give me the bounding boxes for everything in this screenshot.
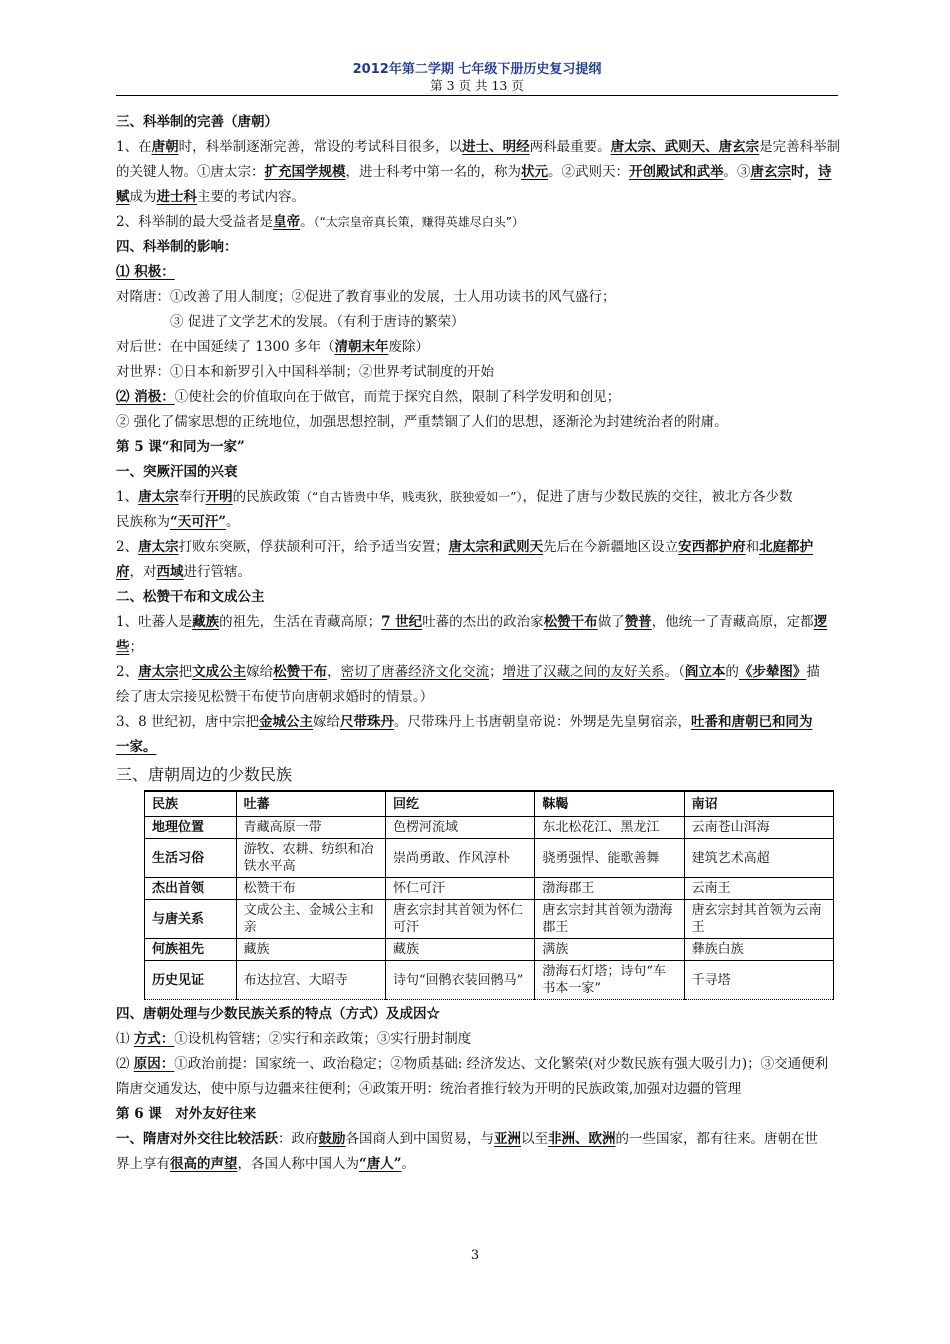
table-row-header: 历史见证: [145, 961, 237, 1000]
table-row-header: 与唐关系: [145, 900, 237, 939]
table-row-header: 地理位置: [145, 817, 237, 839]
positive-label: ⑴ 积极：: [116, 264, 175, 280]
table-cell: 云南王: [684, 878, 833, 900]
table-header-cell: 吐蕃: [236, 791, 385, 817]
paragraph-line: 些；: [116, 639, 143, 655]
paragraph-line: 对世界：①日本和新罗引入中国科举制；②世界考试制度的开始: [116, 364, 494, 380]
paragraph-line: 1、吐蕃人是藏族的祖先，生活在青藏高原；7 世纪吐蕃的杰出的政治家松赞干布做了赞普，他统一了青藏高原，定都逻: [116, 614, 828, 630]
table-cell: 色楞河流域: [385, 817, 534, 839]
table-row: [145, 878, 834, 900]
paragraph-line: 2、唐太宗把文成公主嫁给松赞干布，密切了唐蕃经济文化交流；增进了汉藏之间的友好关系。（阎立本的《步辇图》描: [116, 664, 820, 680]
table-row-header: 生活习俗: [145, 839, 237, 878]
table-cell: 游牧、农耕、纺织和冶铁水平高: [236, 839, 385, 878]
table-cell: 唐玄宗封其首领为云南王: [684, 900, 833, 939]
table-row-header: 何族祖先: [145, 939, 237, 961]
table-header-cell: 靺鞨: [535, 791, 684, 817]
table-cell: 诗句“回鹘衣装回鹘马”: [385, 961, 534, 1000]
paragraph-line: 绘了唐太宗接见松赞干布使节向唐朝求婚时的情景。）: [116, 689, 434, 705]
table-row: [145, 839, 834, 878]
table-row: [145, 817, 834, 839]
table-cell: 唐玄宗封其首领为怀仁可汗: [385, 900, 534, 939]
section-heading-keju-impact: 四、科举制的影响：: [116, 239, 238, 255]
table-row: [145, 900, 834, 939]
table-row-header: 杰出首领: [145, 878, 237, 900]
table-cell: 建筑艺术高超: [684, 839, 833, 878]
paragraph-line: 3、8 世纪初，唐中宗把金城公主嫁给尺带珠丹。尺带珠丹上书唐朝皇帝说：外甥是先皇舅宿亲，吐番和唐朝已和同为: [116, 714, 813, 730]
table-cell: 文成公主、金城公主和亲: [236, 900, 385, 939]
paragraph-line: ⑴ 方式：①设机构管辖；②实行和亲政策；③实行册封制度: [116, 1031, 472, 1047]
paragraph-line: ② 强化了儒家思想的正统地位，加强思想控制，严重禁锢了人们的思想，逐渐沦为封建统治者的附庸。: [116, 414, 728, 430]
paragraph-line: 隋唐交通发达，使中原与边疆来往便利；④政策开明：统治者推行较为开明的民族政策,加强对边疆的管理: [116, 1081, 742, 1097]
lesson-heading-5: 第 5 课“和同为一家”: [116, 439, 245, 455]
table-cell: 彝族白族: [684, 939, 833, 961]
table-header-cell: 回纥: [385, 791, 534, 817]
paragraph-line: 界上享有很高的声望，各国人称中国人为“唐人”。: [116, 1156, 416, 1172]
table-cell: 渤海石灯塔；诗句“车书本一家”: [535, 961, 684, 1000]
paragraph-line: 2、唐太宗打败东突厥，俘获颉利可汗，给予适当安置；唐太宗和武则天先后在今新疆地区设立安西都护府和北庭都护: [116, 539, 814, 555]
negative-label: ⑵ 消极：: [116, 389, 175, 405]
paragraph-line: ③ 促进了文学艺术的发展。（有利于唐诗的繁荣）: [170, 314, 465, 330]
table-cell: 藏族: [385, 939, 534, 961]
section-heading-minorities: 三、唐朝周边的少数民族: [116, 765, 293, 784]
table-cell: 崇尚勇敢、作风淳朴: [385, 839, 534, 878]
table-header-cell: 南诏: [684, 791, 833, 817]
paragraph-line: ⑵ 原因：①政治前提：国家统一、政治稳定；②物质基础: 经济发达、文化繁荣(对少数民族有强大吸引力)；③交通便利: [116, 1056, 829, 1072]
header-page-info: 第 3 页 共 13 页: [430, 78, 524, 93]
paragraph-line: 2、科举制的最大受益者是皇帝。（“太宗皇帝真长策，赚得英雄尽白头”）: [116, 214, 525, 230]
section-heading-songzan: 二、松赞干布和文成公主: [116, 589, 265, 605]
table-row: [145, 961, 834, 1000]
table-cell: 藏族: [236, 939, 385, 961]
table-cell: 怀仁可汗: [385, 878, 534, 900]
header-rule: [116, 95, 838, 96]
table-cell: 渤海郡王: [535, 878, 684, 900]
minorities-table: [144, 790, 834, 1000]
table-cell: 满族: [535, 939, 684, 961]
paragraph-line: 府，对西域进行管辖。: [116, 564, 251, 580]
section-heading-keju-perfection: 三、科举制的完善（唐朝）: [116, 114, 278, 130]
paragraph-line: 对隋唐：①改善了用人制度；②促进了教育事业的发展，士人用功读书的风气盛行；: [116, 289, 616, 305]
table-header-cell: 民族: [145, 791, 237, 817]
paragraph-line: 一家。: [116, 739, 157, 755]
table-cell: 布达拉宫、大昭寺: [236, 961, 385, 1000]
table-cell: 东北松花江、黑龙江: [535, 817, 684, 839]
paragraph-line: 一、隋唐对外交往比较活跃：政府鼓励各国商人到中国贸易，与亚洲以至非洲、欧洲的一些国家，都有往来。唐朝在世: [116, 1131, 818, 1147]
paragraph-line: ⑵ 消极：①使社会的价值取向在于做官，而荒于探究自然，限制了科学发明和创见；: [116, 389, 621, 405]
table-header-row: [145, 791, 834, 817]
paragraph-line: 民族称为“天可汗”。: [116, 514, 240, 530]
table-cell: 青藏高原一带: [236, 817, 385, 839]
table-cell: 唐玄宗封其首领为渤海郡王: [535, 900, 684, 939]
table-cell: 云南苍山洱海: [684, 817, 833, 839]
section-heading-relations: 四、唐朝处理与少数民族关系的特点（方式）及成因☆: [116, 1006, 440, 1022]
table-row: [145, 939, 834, 961]
table-cell: 千寻塔: [684, 961, 833, 1000]
paragraph-line: 的关键人物。①唐太宗：扩充国学规模，进士科考中第一名的，称为状元。②武则天：开创殿试和武举。③唐玄宗时，诗: [116, 164, 832, 180]
table-cell: 骁勇强悍、能歌善舞: [535, 839, 684, 878]
section-heading-tujue: 一、突厥汗国的兴衰: [116, 464, 238, 480]
paragraph-line: 1、唐太宗奉行开明的民族政策（“自古皆贵中华，贱夷狄，朕独爱如一”），促进了唐与少数民族的交往，被北方各少数: [116, 489, 793, 505]
paragraph-line: 1、在唐朝时，科举制逐渐完善，常设的考试科目很多，以进士、明经两科最重要。唐太宗、武则天、唐玄宗是完善科举制: [116, 139, 841, 155]
lesson-heading-6: 第 6 课 对外友好往来: [116, 1106, 257, 1122]
paragraph-line: 对后世：在中国延续了 1300 多年（清朝末年废除）: [116, 339, 429, 355]
table-cell: 松赞干布: [236, 878, 385, 900]
header-title: 2012年第二学期 七年级下册历史复习提纲: [352, 62, 602, 77]
page-number: 3: [470, 1248, 480, 1263]
document-page: [116, 62, 841, 1177]
paragraph-line: 赋成为进士科主要的考试内容。: [116, 189, 305, 205]
